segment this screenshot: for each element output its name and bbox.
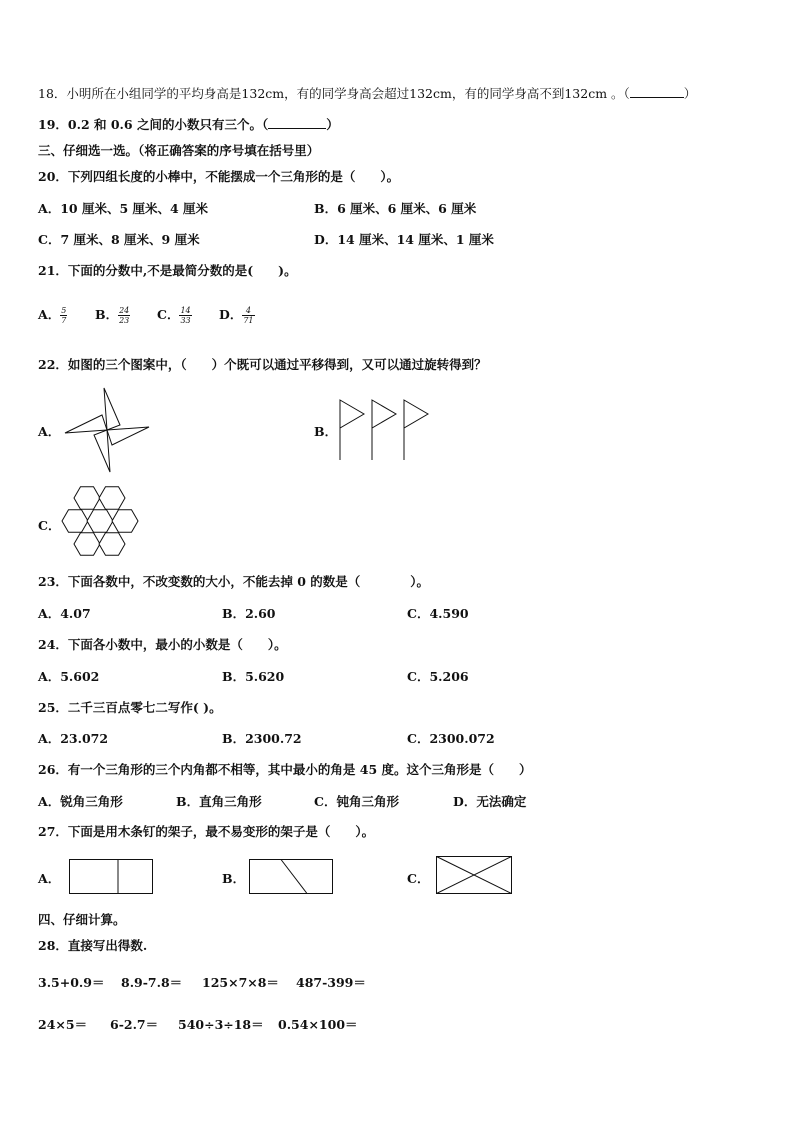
q26-option-b[interactable]: B．直角三角形 (176, 794, 262, 809)
question-text: 小明所在小组同学的平均身高是132cm，有的同学身高会超过132cm，有的同学身高不到132cm 。（ (66, 86, 630, 101)
q21-option-b[interactable]: B． $\frac{24}{23}$ (95, 306, 130, 325)
q24-option-c[interactable]: C．5.206 (407, 669, 469, 684)
q25-option-a[interactable]: A．23.072 (38, 731, 109, 746)
q25-option-b[interactable]: B．2300.72 (222, 731, 302, 746)
q20-option-b[interactable]: B．6 厘米、6 厘米、6 厘米 (314, 201, 477, 216)
q26-option-d[interactable]: D．无法确定 (453, 794, 527, 809)
q24-option-a[interactable]: A．5.602 (38, 669, 100, 684)
frame-c-figure (436, 856, 514, 896)
q20-option-d[interactable]: D．14 厘米、14 厘米、1 厘米 (314, 232, 494, 247)
fraction: $\frac{4}{71}$ (243, 306, 254, 325)
calc-item[interactable]: 6-2.7＝ (110, 1017, 159, 1032)
q26-option-a[interactable]: A．锐角三角形 (38, 794, 123, 809)
pinwheel-blade (104, 388, 120, 430)
pinwheel-blade (65, 415, 107, 433)
question-28: 28．直接写出得数. (38, 938, 148, 953)
calc-item[interactable]: 0.54×100＝ (278, 1017, 358, 1032)
question-24: 24．下面各小数中，最小的小数是（ ）。 (38, 637, 287, 652)
q26-option-c[interactable]: C．钝角三角形 (314, 794, 399, 809)
calc-item[interactable]: 487-399＝ (296, 975, 366, 990)
fraction: $\frac{24}{23}$ (119, 306, 130, 325)
frame-b-figure (249, 859, 335, 895)
pinwheel-blade (107, 427, 149, 445)
flags-figure (338, 398, 430, 462)
q25-option-c[interactable]: C．2300.072 (407, 731, 495, 746)
calc-item[interactable]: 24×5＝ (38, 1017, 88, 1032)
question-21: 21．下面的分数中,不是最简分数的是( )。 (38, 263, 297, 278)
question-text: 0.2 和 0.6 之间的小数只有三个。（ (67, 117, 269, 132)
q20-option-a[interactable]: A．10 厘米、5 厘米、4 厘米 (38, 201, 209, 216)
q27-label-b[interactable]: B． (222, 871, 246, 886)
q23-option-a[interactable]: A．4.07 (38, 606, 91, 621)
calc-item[interactable]: 125×7×8＝ (202, 975, 279, 990)
question-22: 22．如图的三个图案中，（ ）个既可以通过平移得到，又可以通过旋转得到？ (38, 357, 487, 372)
question-23: 23．下面各数中，不改变数的大小，不能去掉 0 的数是（ ）。 (38, 574, 430, 589)
q20-option-c[interactable]: C．7 厘米、8 厘米、9 厘米 (38, 232, 200, 247)
section-3-title: 三、仔细选一选。（将正确答案的序号填在括号里） (38, 143, 320, 158)
question-20: 20．下列四组长度的小棒中，不能摆成一个三角形的是（ ）。 (38, 169, 400, 184)
q27-label-c[interactable]: C． (407, 871, 430, 886)
answer-blank[interactable] (268, 118, 326, 129)
frame-a-figure (69, 859, 155, 895)
q23-option-c[interactable]: C．4.590 (407, 606, 469, 621)
calc-item[interactable]: 3.5+0.9＝ (38, 975, 105, 990)
q22-label-a[interactable]: A． (38, 424, 61, 439)
question-26: 26．有一个三角形的三个内角都不相等，其中最小的角是 45 度。这个三角形是（ ） (38, 762, 532, 777)
question-number: 19． (38, 117, 68, 132)
q21-option-a[interactable]: A． $\frac{5}{7}$ (38, 306, 67, 325)
pinwheel-figure (62, 386, 154, 474)
flag (340, 400, 364, 428)
fraction: $\frac{5}{7}$ (61, 306, 67, 325)
question-18: 18．小明所在小组同学的平均身高是132cm，有的同学身高会超过132cm，有的同学身高不到132cm 。（ ） (38, 86, 697, 101)
flag (372, 400, 396, 428)
question-number: 18． (38, 86, 67, 101)
question-19: 19．0.2 和 0.6 之间的小数只有三个。（ ） (38, 117, 339, 132)
answer-blank[interactable] (630, 87, 684, 98)
fraction: $\frac{14}{33}$ (180, 306, 191, 325)
q27-label-a[interactable]: A． (38, 871, 61, 886)
pinwheel-blade (94, 430, 110, 472)
q23-option-b[interactable]: B．2.60 (222, 606, 276, 621)
question-27: 27．下面是用木条钉的架子，最不易变形的架子是（ ）。 (38, 824, 375, 839)
flag (404, 400, 428, 428)
q21-option-d[interactable]: D． $\frac{4}{71}$ (219, 306, 254, 325)
q21-option-c[interactable]: C． $\frac{14}{33}$ (157, 306, 191, 325)
calc-item[interactable]: 540÷3÷18＝ (178, 1017, 264, 1032)
q22-label-b[interactable]: B． (314, 424, 338, 439)
hexagon-figure (62, 484, 140, 564)
calc-item[interactable]: 8.9-7.8＝ (121, 975, 183, 990)
q22-label-c[interactable]: C． (38, 518, 61, 533)
question-25: 25．二千三百点零七二写作( )。 (38, 700, 222, 715)
section-4-title: 四、仔细计算。 (38, 912, 126, 927)
q24-option-b[interactable]: B．5.620 (222, 669, 285, 684)
